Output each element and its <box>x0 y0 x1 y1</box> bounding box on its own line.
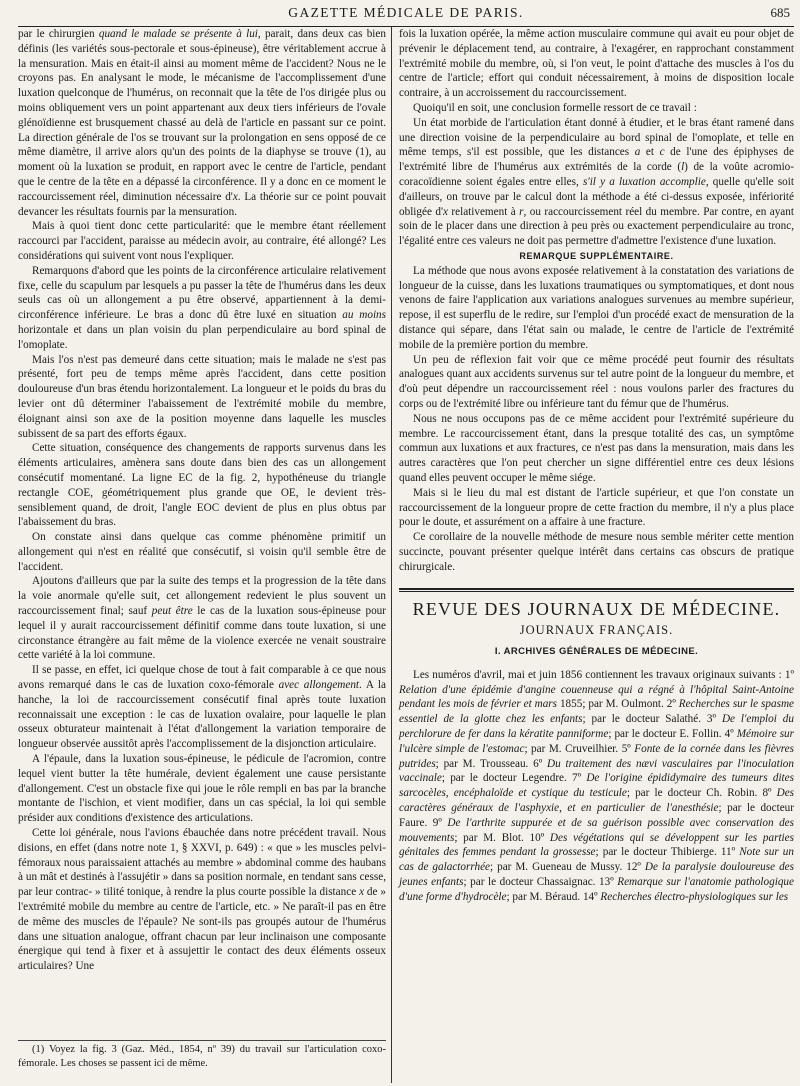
text-run: Remarquons d'abord que les points de la circonférence articulaire relativement fixe, celle du scapulum par lesquels a pu passer la tête de l'humérus dans les deux seuls cas où un allongement a pu être observé, appartiennent à la demi-circonférence inférieure. Le bras a donc dû être luxé en situation <box>18 264 386 322</box>
paragraph <box>18 219 386 263</box>
revue-section <box>399 588 794 904</box>
paragraph <box>18 826 386 974</box>
text-run: ; par le docteur Legendre. 7º <box>441 772 587 785</box>
text-run: ; par le docteur Thibierge. 11º <box>595 846 740 859</box>
text-run: relativement à <box>447 205 520 218</box>
text-run: ; par le docteur E. Follin. 4º <box>608 728 737 741</box>
text-run: le cas de la luxation sous-épineuse pour lequel il y aurait raccourcissement définitif comme dans toute luxation, si une circonstance étrangère au fait même de la violence exercée ne venait soustraire cette variété à la loi commune. <box>18 605 386 662</box>
italic-text: Note sur un cas de galactorrhée <box>399 846 794 874</box>
article-conclusion <box>399 27 794 249</box>
revue-title: REVUE DES JOURNAUX DE MÉDECINE. <box>412 599 781 620</box>
paragraph <box>399 668 794 905</box>
text-run: par le chirurgien <box>18 28 99 40</box>
text-run: , parait, dans deux cas bien définis (les variétés sous-pectorale et sous-épineuse), être véritablement accrue à la mensuration. Mais en était-il ainsi au moment même de l'accident? Nous ne le croyons pas. En analysant le mode, le mécanisme de l'accomplissement d'une luxation quelconque de l'humérus, on reconnait que la tête de l'os dirigée plus ou moins obliquement vers un point appartenant aux deux tiers inférieurs de l'ovale glénoïdienne est brusquement chassé au delà de l'article en passant sur ce point. La direction générale de l'os se trouvant sur la prolongation en sens opposé de ce même diamètre, il arrive alors qu'un des points de la diaphyse se trouve (1), au moment où la luxation se produit, en rapport avec le centre de l'article, pendant que le centre de la tête en a dépassé la circonférence. Il y a donc en ce moment le raccourcissement réel, diminution nécessaire d' <box>18 28 386 203</box>
text-run: Nous ne nous occupons pas de ce même accident pour l'extrémité supérieure du membre. Le raccourcissement étant, dans la presque totalité des cas, un symptôme commun aux luxations et aux fractures, ce n'est pas dans la mensuration, mais dans les autres caractères que l'on peut chercher un signe différentiel entre ces deux lésions quand elles peuvent occuper le même siége. <box>399 412 794 484</box>
italic-text: quand le malade se présente à lui <box>98 28 258 40</box>
italic-text: x <box>442 205 448 218</box>
paragraph <box>18 752 386 826</box>
italic-text: s'il y a luxation accomplie <box>582 175 706 188</box>
text-run: ; par le docteur Ch. Robin. 8º <box>626 787 777 800</box>
text-run: , ou raccourcissement réel du membre. Par contre, en ayant soin de le placer dans une direction à peu près ou exactement perpendiculaire au tronc, l'égalité entre ces valeurs ne doit pas permettre d'admettre l'existence d'une luxation. <box>399 205 794 248</box>
text-run: Mais à quoi tient donc cette particularité: que le membre étant réellement raccourci par l'accident, paraisse au médecin avoir, au contraire, été allongé? Les considérations qui suivent vont nous l'expliquer. <box>18 220 386 262</box>
paragraph <box>18 574 386 663</box>
text-run: ; par M. Gueneau de Mussy. 12º <box>490 861 645 874</box>
text-run: de » l'extrémité mobile du membre au centre de l'article, etc. » Ne paraît-il pas en être de même des muscles de l'épaule? Ne sont-ils pas groupés autour de l'humérus dans une situation analogue, offrant chacun par leur inclinaison une composante énergique qui tend à fixer et à assujettir le contact des deux éléments osseux articulaires? Une <box>18 886 386 973</box>
text-run: ; par le docteur Chassaignac. 13º <box>463 876 618 889</box>
paragraph <box>18 530 386 574</box>
italic-text: l <box>681 161 685 174</box>
italic-text: a <box>634 146 641 159</box>
text-run: Ajoutons d'ailleurs que par la suite des temps et la progression de la tête dans la voie anormale qu'elle suit, cet allongement redevient le plus souvent un raccourcissement final; sauf <box>18 575 386 618</box>
columns <box>18 27 794 1083</box>
text-run: ; par M. Blot. 10º <box>454 831 550 844</box>
paragraph <box>399 412 794 486</box>
italic-text: Mémoire sur l'ulcère simple de l'estomac <box>399 728 794 755</box>
text-run: et <box>640 146 660 159</box>
text-run: La méthode que nous avons exposée relativement à la constatation des variations de longueur de la cuisse, dans les luxations traumatiques ou symptomatiques, et dont nous venons de faire l'application aux variations analogues survenues au membre supérieur, repose, il est superflu de le redire, sur l'emploi d'un procédé exact de mensuration de la distance qui sépare, dans l'état sain ou malade, le centre de l'article de l'extrémité mobile de la première portion du membre. <box>399 264 794 351</box>
italic-text: De la paralysie douloureuse des jeunes enfants <box>399 861 794 889</box>
italic-text: De l'origine épididymaire des tumeurs dites sarcocèles, encéphaloïde et cystique du testicule <box>399 772 794 800</box>
text-run: Quoiqu'il en soit, une conclusion formelle ressort de ce travail : <box>413 101 697 114</box>
supplementary-remark-heading: REMARQUE SUPPLÉMENTAIRE. <box>519 250 674 261</box>
italic-text: Des végétations qui se développent sur les parties génitales des femmes pendant la grossesse <box>399 831 794 859</box>
text-run: de l'une des épiphyses de l'extrémité libre de l'humérus aux extrémités de la corde ( <box>399 146 794 174</box>
paragraph <box>18 353 386 442</box>
paragraph <box>399 530 794 574</box>
text-run: Ce corollaire de la nouvelle méthode de mesure nous semble mériter cette mention succincte, pouvant présenter quelque intérêt dans certains cas obscurs de pratique chirurgicale. <box>399 531 794 573</box>
paragraph <box>399 264 794 353</box>
text-run: ; par le docteur Salathé. 3º <box>582 713 722 726</box>
paragraph <box>399 27 794 101</box>
left-column <box>18 27 392 1083</box>
text-run: Les numéros d'avril, mai et juin 1856 contiennent les travaux originaux suivants : 1º <box>413 668 794 681</box>
italic-text: au moins <box>342 309 387 322</box>
text-run: ; par le docteur Faure. 9º <box>399 802 794 829</box>
paragraph <box>399 116 794 249</box>
supplementary-remark-text <box>399 264 794 575</box>
text-run: ; par M. Béraud. 14º <box>506 890 601 903</box>
text-run: Cette situation, conséquence des changements de rapports survenus dans les éléments articulaires, amènera sans doute dans bien des cas un allongement consécutif momentané. La ligne EC de la fig. 2, hypothéneuse du triangle rectangle COE, géométriquement plus grande que OE, le devient très-sensiblement quand, de droit, l'angle EOC devient de plus en plus obtus par l'abaissement du bras. <box>18 442 386 529</box>
italic-text: r <box>519 205 524 218</box>
text-run: . La théorie sur ce point pouvait devancer les résultats fournis par la mensuration. <box>18 190 387 218</box>
paragraph <box>399 101 794 116</box>
paragraph <box>18 264 386 353</box>
italic-text: Relation d'une épidémie d'angine couenneuse qui a régné à l'hôpital Saint-Antoine pendant les mois de février et mars <box>399 683 794 711</box>
text-run: ) de la voûte acromio-coracoïdienne soient égales entre elles, <box>399 161 794 188</box>
text-run: ; par M. Cruveilhier. 5º <box>524 742 635 755</box>
text-run: A l'épaule, dans la luxation sous-épineuse, le pédicule de l'acromion, contre lequel vient butter la tête humérale, devient également une cause persistante d'allongement. C'est un obstacle fixe qui joue le rôle rempli en bas par la branche montante de l'ischion, et vient modifier, dans un cas spécial, la loi qui semble présider aux conditions d'existence des articulations. <box>18 753 386 825</box>
italic-text: Du traitement des nævi vasculaires par l'inoculation vaccinale <box>399 757 794 785</box>
italic-text: Recherches électro-physiologiques sur les <box>600 890 789 903</box>
text-run: horizontale et dans un plan voisin du plan perpendiculaire au bord spinal de l'omoplate. <box>18 323 386 351</box>
italic-text: peut être <box>151 605 193 618</box>
paragraph <box>18 663 386 752</box>
text-run: , quelle qu'elle soit d'ailleurs, on trouve par le calcul dont la méthode a été ci-dessus exposée, infériorité obligée d' <box>399 175 794 218</box>
footnote: (1) Voyez la fig. 3 (Gaz. Méd., 1854, nº 39) du travail sur l'articulation coxo-fémorale. Les choses se passent ici de même. <box>18 1040 386 1070</box>
italic-text: avec allongement <box>278 679 360 692</box>
revue-paragraph <box>399 668 794 905</box>
page-header <box>18 0 794 27</box>
italic-text: Fonte de la cornée dans les fièvres putrides <box>399 742 794 770</box>
text-run: Mais l'os n'est pas demeuré dans cette situation; mais le malade ne s'est pas présenté, fort peu de temps même après l'accident, dans cette position douloureuse d'un bras étendu horizontalement. La longueur et le poids du bras du levier ont dû déterminer l'abaissement de l'extrémité mobile du membre, éloignant ainsi son axe de la position moyenne dans laquelle les muscles subissent de sa part des efforts égaux. <box>18 353 386 440</box>
revue-subtitle: JOURNAUX FRANÇAIS. <box>519 623 674 638</box>
text-run: Cette loi générale, nous l'avions ébauchée dans notre précédent travail. Nous disions, en effet (dans notre note 1, § XXVI, p. 649) : « que » les muscles pelvi-fémoraux nous paraissaient attachés au membre » abdominal comme des haubans à un mât et destinés à l'assujétir » dans sa position normale, en tendant sans cesse, par leur contrac- » tilité tonique, à rendre la plus courte possible la distance <box>18 827 386 899</box>
page-number: 685 <box>770 5 790 20</box>
text-run: ; par M. Trousseau. 6º <box>435 757 548 770</box>
journal-title: GAZETTE MÉDICALE DE PARIS. <box>288 5 524 20</box>
paragraph <box>18 441 386 530</box>
italic-text: c <box>659 146 665 159</box>
revue-section-heading: I. ARCHIVES GÉNÉRALES DE MÉDECINE. <box>494 646 699 658</box>
text-run: On constate ainsi dans quelque cas comme phénomène primitif un allongement qui n'est en réalité que consécutif, si voisin qu'il semble être de l'accident. <box>18 531 386 573</box>
paragraph <box>399 486 794 530</box>
text-run: Mais si le lieu du mal est distant de l'article supérieur, et que l'on constate un raccourcissement de la longueur propre de cette fraction du membre, il n'y a plus place pour le doute, et assurément on a affaire à une fracture. <box>399 486 794 529</box>
italic-text: Des caractères généraux de l'asphyxie, et en particulier de l'anesthésie <box>399 787 794 815</box>
italic-text: Recherches sur le spasme essentiel de la glotte chez les enfants <box>399 698 794 726</box>
text-run: Un peu de réflexion fait voir que ce même procédé peut fournir des résultats analogues quant aux accidents survenus sur tel autre point de la longueur du membre, et d'où peut dépendre un raccourcissement réel : nous voulons parler des fractures du corps ou de l'extrémité libre ou inférieure tant du fémur que de l'humérus. <box>399 353 794 410</box>
paragraph <box>18 27 386 219</box>
italic-text: x <box>232 190 238 203</box>
paragraph <box>399 353 794 412</box>
italic-text: De l'arthrite suppurée et de sa guérison possible avec conservation des mouvements <box>399 816 794 844</box>
text-run: . A la hanche, la loi de raccourcissement consécutif final après toute luxation reconnaissait une exception : le cas de luxation ovalaire, pour laquelle le plan osseux obturateur maintenait à l'état d'allongement la variation temporaire de longueur observée aussitôt après l'accomplissement de la disjonction articulaire. <box>18 679 387 751</box>
italic-text: De l'emploi du perchlorure de fer dans la kératite panniforme <box>399 713 794 741</box>
text-run: Il se passe, en effet, ici quelque chose de tout à fait comparable à ce que nous avons remarqué dans le cas de luxation coxo-fémorale <box>18 664 386 692</box>
italic-text: Remarque sur l'anatomie pathologique d'une forme d'hydrocèle <box>399 876 794 903</box>
left-column-text <box>18 27 386 974</box>
right-column <box>392 27 794 1083</box>
italic-text: x <box>359 886 365 899</box>
text-run: Un état morbide de l'articulation étant donné à étudier, et le bras étant ramené dans une direction voisine de la perpendiculaire au bord spinal de l'omoplate, et telle en même temps, s'il est possible, que les distances <box>399 116 794 159</box>
text-run: 1855; par M. Oulmont. 2º <box>557 698 679 711</box>
text-run: fois la luxation opérée, la même action musculaire commune qui avait eu pour objet de prévenir le déplacement tend, au contraire, à l'exagérer, en rapprochant constamment l'extrémité mobile du membre, où, si l'on veut, le point d'attache des muscles à l'os du centre de l'article; effort qui conduit nécessairement, à moins de disposition locale contraire, à un accroissement du raccourcissement. <box>399 28 794 100</box>
